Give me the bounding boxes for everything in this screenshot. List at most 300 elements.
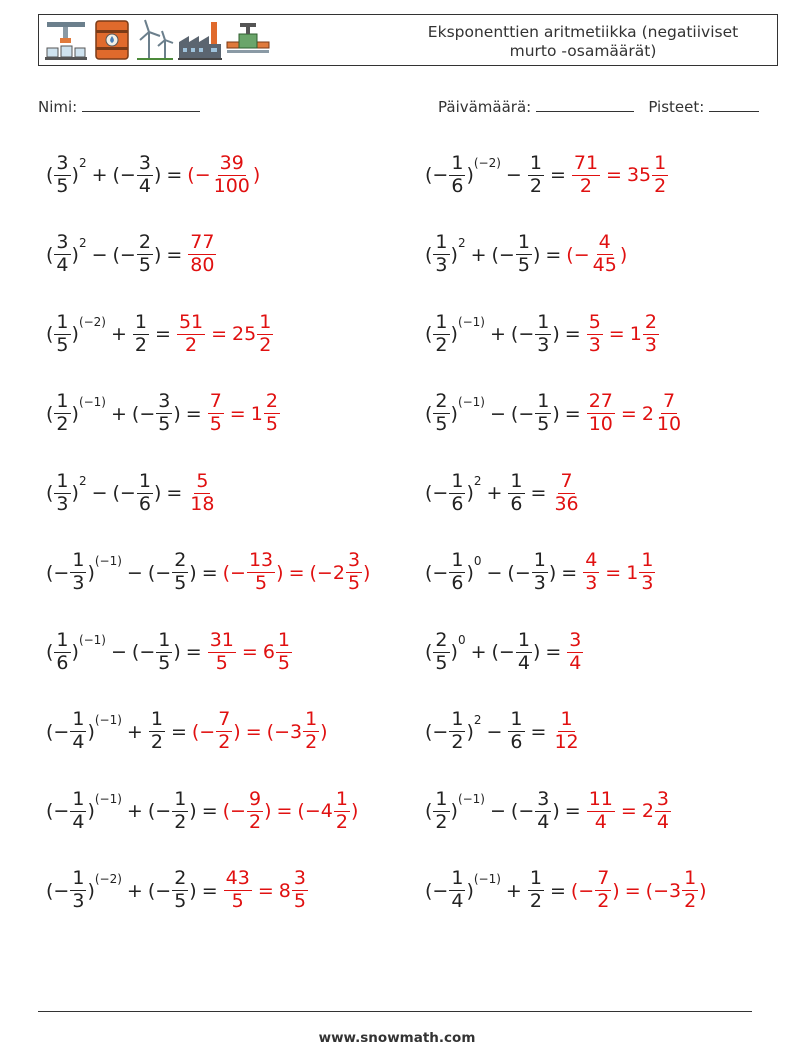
math-text: )	[153, 164, 162, 186]
equals-sign: =	[530, 482, 547, 504]
problem-item	[46, 697, 328, 767]
math-text: )	[466, 561, 474, 584]
math-text: (	[46, 800, 54, 822]
numerator: 1	[72, 787, 85, 810]
equals-sign: =	[166, 164, 183, 186]
numerator: 1	[134, 310, 148, 333]
math-text: (	[147, 800, 156, 822]
oil-pump-icon	[43, 18, 89, 62]
math-text: (	[425, 402, 433, 425]
math-text: −	[432, 720, 449, 743]
math-text: (	[46, 879, 54, 902]
name-field	[38, 96, 200, 116]
name-blank[interactable]	[82, 96, 200, 112]
math-text: (	[425, 879, 433, 902]
math-text: (	[425, 323, 433, 345]
math-text: −	[230, 561, 246, 584]
math-text: )	[153, 243, 162, 266]
numerator: 1	[451, 469, 464, 492]
problem-item	[425, 140, 669, 210]
numerator: 5	[196, 469, 209, 492]
denominator: 2	[184, 333, 198, 356]
operator: +	[126, 720, 143, 743]
equals-sign: =	[545, 243, 562, 266]
denominator: 2	[654, 174, 667, 197]
fraction	[334, 789, 350, 834]
exponent: (−1)	[94, 712, 122, 727]
score-label: Pisteet:	[648, 98, 705, 116]
math-text: )	[87, 800, 95, 822]
fraction	[433, 789, 449, 834]
problem-item	[425, 379, 684, 449]
problem-item	[425, 299, 660, 369]
numerator: 3	[656, 787, 669, 810]
problem-item	[425, 697, 582, 767]
fraction	[247, 550, 275, 595]
math-text: )	[552, 800, 560, 822]
numerator: 3	[537, 787, 550, 810]
numerator: 1	[517, 231, 530, 254]
operator: +	[470, 641, 487, 663]
equals-sign: =	[166, 482, 183, 504]
fraction	[587, 312, 603, 357]
fraction	[156, 391, 172, 436]
math-text: )	[173, 641, 181, 663]
equals-sign: =	[201, 800, 218, 822]
problem-item	[46, 140, 260, 210]
math-text: )	[450, 402, 458, 425]
numerator: 1	[72, 549, 85, 572]
numerator: 39	[219, 151, 244, 174]
equals-sign: =	[606, 164, 622, 186]
denominator: 5	[231, 890, 244, 912]
math-text: )	[71, 243, 79, 266]
math-text: )	[71, 641, 79, 663]
name-label: Nimi:	[38, 98, 78, 116]
numerator: 3	[56, 151, 69, 174]
operator: −	[126, 561, 143, 584]
math-text: −	[518, 323, 535, 345]
answer	[566, 232, 627, 277]
math-text: )	[87, 561, 95, 584]
answer	[192, 709, 328, 754]
score-blank[interactable]	[709, 96, 759, 112]
math-text: )	[699, 879, 707, 902]
equals-sign: =	[166, 243, 183, 266]
fraction	[208, 391, 224, 436]
fraction	[137, 232, 153, 277]
problem-item	[46, 379, 281, 449]
fraction	[449, 868, 465, 913]
fraction	[247, 789, 263, 834]
denominator: 4	[72, 731, 85, 753]
operator: −	[490, 800, 506, 822]
math-text: (	[425, 164, 433, 186]
denominator: 4	[517, 651, 530, 674]
exponent: (−1)	[94, 792, 122, 806]
numerator: 1	[451, 867, 464, 890]
fraction	[137, 153, 153, 198]
fraction	[54, 391, 70, 436]
numerator: 1	[533, 549, 546, 572]
denominator: 3	[72, 890, 85, 912]
fraction	[54, 153, 70, 198]
date-score-fields	[438, 96, 759, 116]
operator: +	[470, 243, 487, 266]
math-text: )	[87, 879, 95, 902]
date-blank[interactable]	[536, 96, 634, 112]
numerator: 3	[569, 628, 582, 651]
fraction	[595, 868, 611, 913]
equals-sign: =	[530, 720, 547, 743]
equals-sign: =	[155, 323, 171, 345]
denominator: 5	[215, 651, 228, 674]
math-text: (	[425, 641, 433, 663]
numerator: 1	[654, 151, 667, 174]
math-text: −	[194, 164, 211, 186]
fraction	[591, 232, 619, 277]
exponent: 2	[457, 235, 466, 250]
denominator: 3	[533, 572, 546, 594]
math-text: (	[222, 800, 231, 822]
fraction	[54, 232, 70, 277]
numerator: 3	[293, 867, 306, 890]
numerator: 1	[56, 628, 69, 651]
numerator: 3	[347, 549, 361, 572]
math-text: )	[466, 164, 474, 186]
equals-sign: =	[624, 879, 641, 902]
math-text: )	[264, 800, 272, 822]
exponent: 0	[457, 633, 466, 647]
denominator: 4	[537, 810, 550, 833]
exponent: (−1)	[78, 394, 106, 409]
numerator: 1	[435, 787, 448, 810]
math-text: (	[425, 800, 433, 822]
math-text: (	[566, 243, 574, 266]
denominator: 3	[72, 572, 85, 594]
numerator: 31	[209, 628, 234, 651]
equals-sign: =	[245, 720, 262, 743]
denominator: 3	[56, 492, 69, 515]
math-text: −	[53, 720, 70, 743]
math-text: −	[432, 561, 449, 584]
fraction	[137, 471, 153, 516]
math-text: −	[53, 800, 70, 822]
math-text: (	[297, 800, 305, 822]
denominator: 2	[451, 731, 464, 753]
math-text: (	[46, 164, 54, 186]
header-icons	[43, 18, 271, 62]
numerator: 1	[259, 310, 272, 333]
answer	[207, 391, 281, 436]
operator: +	[486, 482, 503, 504]
numerator: 2	[138, 231, 151, 254]
denominator: 2	[174, 810, 187, 833]
fraction	[572, 153, 600, 198]
exponent: (−1)	[473, 871, 501, 886]
fraction	[208, 630, 236, 675]
problem-item	[425, 856, 707, 926]
fraction	[257, 312, 273, 357]
numerator: 43	[225, 867, 250, 890]
math-text: )	[71, 402, 79, 425]
operator: +	[111, 402, 127, 425]
numerator: 1	[435, 231, 448, 254]
numerator: 1	[72, 708, 85, 731]
oil-barrel-icon	[91, 18, 133, 62]
answer	[176, 312, 274, 357]
numerator: 1	[451, 708, 464, 731]
problem-item	[46, 856, 309, 926]
fraction	[149, 709, 165, 754]
math-text: (	[187, 164, 195, 186]
math-text: −	[274, 720, 290, 743]
math-text: (	[147, 561, 156, 584]
operator: −	[505, 164, 522, 186]
math-text: (	[46, 482, 54, 504]
denominator: 4	[594, 810, 607, 833]
fraction	[172, 868, 188, 913]
exponent: 2	[473, 474, 482, 488]
whole-number: 1	[626, 561, 639, 584]
footer-divider	[38, 1011, 752, 1012]
equals-sign: =	[620, 800, 637, 822]
denominator: 4	[569, 651, 582, 674]
whole-number: 35	[626, 164, 652, 186]
equals-sign: =	[201, 561, 218, 584]
numerator: 1	[529, 151, 542, 174]
numerator: 9	[248, 787, 262, 810]
math-text: (	[425, 482, 433, 504]
math-text: −	[653, 879, 669, 902]
denominator: 5	[158, 413, 171, 435]
fraction	[535, 312, 551, 357]
denominator: 2	[435, 810, 448, 833]
numerator: 1	[305, 708, 318, 731]
math-text: −	[578, 879, 595, 902]
denominator: 100	[213, 174, 250, 197]
problem-item	[46, 776, 358, 846]
denominator: 4	[656, 810, 669, 833]
problem-item	[46, 220, 217, 290]
math-text: (	[266, 720, 275, 743]
denominator: 2	[529, 890, 542, 912]
numerator: 2	[174, 867, 187, 890]
math-text: )	[189, 800, 197, 822]
fraction	[70, 789, 86, 834]
math-text: −	[573, 243, 590, 266]
numerator: 1	[641, 549, 654, 572]
math-text: )	[619, 243, 628, 266]
whole-number: 3	[289, 720, 303, 743]
fraction	[535, 391, 551, 436]
math-text: −	[53, 561, 70, 584]
answer	[187, 471, 217, 516]
math-text: )	[552, 402, 560, 425]
fraction	[70, 709, 86, 754]
whole-number: 2	[641, 402, 654, 425]
math-text: )	[466, 720, 474, 743]
numerator: 1	[435, 310, 448, 333]
fraction	[516, 630, 532, 675]
math-text: )	[612, 879, 620, 902]
math-text: (	[46, 561, 54, 584]
math-text: −	[432, 164, 449, 186]
answer	[207, 630, 293, 675]
numerator: 2	[174, 549, 187, 572]
math-text: −	[119, 164, 136, 186]
equals-sign: =	[564, 800, 581, 822]
denominator: 6	[451, 174, 464, 197]
fraction	[133, 312, 149, 357]
denominator: 2	[248, 810, 262, 833]
numerator: 1	[537, 390, 550, 413]
denominator: 4	[72, 810, 85, 833]
denominator: 2	[684, 890, 697, 912]
problem-item	[425, 617, 584, 687]
equals-sign: =	[605, 561, 622, 584]
equals-sign: =	[288, 561, 305, 584]
math-text: −	[514, 561, 531, 584]
math-text: )	[363, 561, 371, 584]
fraction	[54, 471, 70, 516]
math-text: )	[71, 482, 79, 504]
math-text: )	[466, 879, 474, 902]
numerator: 1	[510, 708, 523, 731]
exponent: (−1)	[457, 792, 485, 806]
fraction	[552, 471, 580, 516]
denominator: 2	[259, 333, 272, 356]
equals-sign: =	[185, 402, 202, 425]
math-text: (	[309, 561, 317, 584]
answer	[551, 471, 581, 516]
whole-number: 4	[320, 800, 333, 822]
whole-number: 8	[278, 879, 291, 902]
math-text: )	[450, 323, 458, 345]
fraction	[528, 868, 544, 913]
operator: −	[486, 720, 503, 743]
math-text: (	[510, 323, 519, 345]
fraction	[156, 630, 172, 675]
math-text: (	[510, 800, 519, 822]
answer	[586, 391, 684, 436]
denominator: 36	[554, 492, 579, 515]
numerator: 1	[72, 867, 85, 890]
numerator: 1	[138, 469, 151, 492]
math-text: (	[645, 879, 654, 902]
answer	[586, 312, 660, 357]
fraction	[433, 391, 449, 436]
numerator: 2	[644, 310, 657, 333]
fraction	[172, 550, 188, 595]
whole-number: 3	[668, 879, 682, 902]
fraction	[655, 789, 671, 834]
numerator: 1	[517, 628, 530, 651]
fraction	[652, 153, 668, 198]
denominator: 4	[451, 890, 464, 912]
denominator: 6	[138, 492, 151, 515]
problem-item	[46, 299, 274, 369]
footer-url: www.snowmath.com	[318, 1030, 476, 1046]
math-text: (	[510, 402, 519, 425]
date-label: Päivämäärä:	[438, 98, 532, 116]
operator: −	[111, 641, 127, 663]
denominator: 2	[529, 174, 542, 197]
denominator: 2	[134, 333, 148, 356]
whole-number: 25	[232, 323, 257, 345]
operator: −	[486, 561, 503, 584]
numerator: 1	[335, 787, 348, 810]
math-text: −	[199, 720, 216, 743]
fraction	[535, 789, 551, 834]
numerator: 51	[178, 310, 204, 333]
denominator: 18	[190, 492, 215, 515]
whole-number: 1	[629, 323, 642, 345]
math-text: (	[46, 641, 54, 663]
problem-item	[425, 458, 582, 528]
math-text: )	[350, 800, 359, 822]
answer	[571, 153, 669, 198]
denominator: 2	[435, 333, 448, 356]
denominator: 5	[265, 413, 278, 435]
math-text: (	[507, 561, 515, 584]
math-text: −	[316, 561, 333, 584]
denominator: 3	[644, 333, 657, 356]
equals-sign: =	[549, 164, 566, 186]
numerator: 1	[560, 708, 573, 731]
denominator: 5	[56, 174, 69, 197]
answer	[586, 789, 672, 834]
answer	[223, 789, 359, 834]
answer	[223, 868, 309, 913]
denominator: 5	[174, 572, 187, 594]
factory-icon	[177, 18, 223, 62]
numerator: 2	[435, 628, 448, 651]
problem-item	[425, 220, 627, 290]
denominator: 5	[435, 651, 448, 674]
denominator: 2	[150, 731, 163, 753]
math-text: (	[46, 720, 54, 743]
denominator: 5	[537, 413, 550, 435]
denominator: 3	[435, 254, 448, 276]
equals-sign: =	[257, 879, 274, 902]
numerator: 3	[138, 151, 151, 174]
answer	[551, 709, 581, 754]
equals-sign: =	[276, 800, 293, 822]
equals-sign: =	[229, 402, 246, 425]
fraction	[449, 153, 465, 198]
fraction	[212, 153, 252, 198]
fraction	[655, 391, 683, 436]
math-text: )	[320, 720, 328, 743]
math-text: −	[155, 800, 172, 822]
fraction	[639, 550, 655, 595]
numerator: 1	[277, 628, 290, 651]
math-text: −	[432, 879, 449, 902]
math-text: )	[466, 482, 474, 504]
fraction	[552, 709, 580, 754]
math-text: (	[491, 641, 499, 663]
denominator: 4	[138, 174, 151, 197]
whole-number: 2	[332, 561, 345, 584]
problem-item	[425, 538, 656, 608]
math-text: (	[112, 243, 120, 266]
math-text: −	[498, 641, 515, 663]
exponent: (−2)	[473, 156, 501, 170]
denominator: 5	[158, 651, 171, 674]
math-text: −	[155, 561, 172, 584]
numerator: 1	[158, 628, 171, 651]
